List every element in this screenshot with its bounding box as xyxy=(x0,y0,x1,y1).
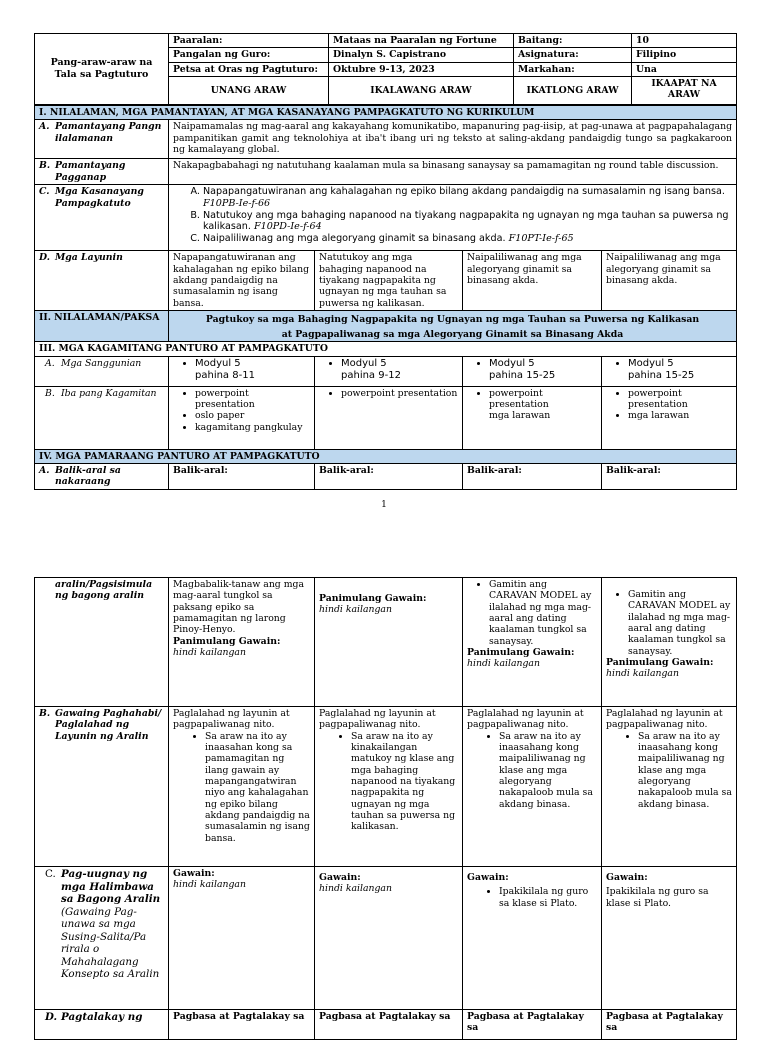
kagamitan-text: powerpoint presentation xyxy=(489,387,549,410)
page-number: 1 xyxy=(381,500,387,510)
section-4a-label-cont-text: aralin/Pagsisimula ng bagong aralin xyxy=(55,579,153,602)
panimulang-gawain-label: Panimulang Gawain: xyxy=(173,635,281,647)
section-3a-key: A. xyxy=(45,357,55,369)
markahan-label: Markahan: xyxy=(514,62,632,76)
sanggunian-day-4 xyxy=(602,356,737,386)
section-4-title: IV. MGA PAMARAANG PANTURO AT PAMPAGKATUTO xyxy=(35,449,737,463)
modyul-text: Modyul 5 xyxy=(341,357,387,369)
modyul-text: Modyul 5 xyxy=(628,357,674,369)
sanggunian-day-1 xyxy=(169,356,315,386)
panimulang-gawain-label: Panimulang Gawain: xyxy=(319,593,427,604)
section-4a-label-cont xyxy=(35,578,169,707)
pahina-text: pahina 8-11 xyxy=(195,369,255,381)
layunin-list xyxy=(467,731,597,810)
lesson-plan-table-page-1 xyxy=(34,33,737,105)
kasanayan-code: F10PD-Ie-f-64 xyxy=(253,221,322,233)
kagamitan-day-2 xyxy=(315,386,463,449)
kasanayan-list xyxy=(173,186,732,245)
section-c-label-italic: (Gawaing Pag-unawa sa mga Susing-Salita/Pa rirala o Mahahalagang Konsepto sa Aralin xyxy=(61,905,160,981)
section-1b-label-text: Pamantayang Pagganap xyxy=(55,160,126,183)
modyul-text: Modyul 5 xyxy=(489,357,535,369)
baitang-label: Baitang: xyxy=(514,34,632,48)
section-b-label-text: Gawaing Paghahabi/ Paglalahad ng Layunin ng Aralin xyxy=(55,708,162,742)
paglalahad-text: Paglalahad ng layunin at pagpapaliwanag nito. xyxy=(606,708,723,731)
layunin-item: • Sa araw na ito ay inaasahang kong maipaliliwanag ng klase ang mga alegoryang nakapaloob mula sa akdang binasa. xyxy=(499,731,597,810)
kasanayan-text: Naipaliliwanag ang mga alegoryang ginamit sa binasang akda. xyxy=(203,233,506,245)
gawain-value: hindi kailangan xyxy=(319,883,392,895)
sanggunian-day-3 xyxy=(463,356,602,386)
section-2-topic xyxy=(169,311,737,342)
panimulang-gawain-value: hindi kailangan xyxy=(606,668,679,680)
kasanayan-text: Natutukoy ang mga bahaging napanood na tiyakang nagpapakita ng ugnayan ng mga tauhan sa puwersa ng kalikasan. xyxy=(203,209,729,233)
section-1c-label xyxy=(35,185,169,251)
section-4a-label xyxy=(35,463,169,489)
kagamitan-item xyxy=(489,388,597,422)
page-two xyxy=(34,577,736,1040)
pag-uugnay-day-1 xyxy=(169,867,315,1010)
layunin-item: • Sa araw na ito ay kinakailangan matukoy ng klase ang mga bahaging napanood na tiyakang nagpapakita ng ugnayan ng mga tauhan sa puwersa ng kalikasan. xyxy=(351,731,458,833)
section-b-key: B. xyxy=(39,708,51,719)
caravan-item: • Gamitin ang CARAVAN MODEL ay ilalahad ng mga mag-aaral ang dating kaalaman tungkol sa sanaysay. xyxy=(628,589,732,657)
kasanayan-code: F10PB-Ie-f-66 xyxy=(203,198,271,210)
sanggunian-list xyxy=(319,358,458,382)
section-2-title: II. NILALAMAN/PAKSA xyxy=(35,311,169,342)
pag-uugnay-day-3 xyxy=(463,867,602,1010)
kasanayan-code: F10PT-Ie-f-65 xyxy=(508,233,574,245)
sanggunian-item xyxy=(195,358,310,382)
guro-value: Dinalyn S. Capistrano xyxy=(329,48,514,62)
pamantayang-pagganap-text: Nakapagbabahagi ng natutuhang kaalaman mula sa binasang sanaysay sa pamamagitan ng round table discussion. xyxy=(169,159,737,185)
kagamitan-day-1 xyxy=(169,386,315,449)
section-3b-label-text: Iba pang Kagamitan xyxy=(61,387,157,399)
gawain-label: Gawain: xyxy=(467,872,509,883)
section-c-label xyxy=(35,867,169,1010)
paglalahad-text: Paglalahad ng layunin at pagpapaliwanag nito. xyxy=(319,708,436,731)
petsa-label: Petsa at Oras ng Pagtuturo: xyxy=(169,62,329,76)
balik-aral-day-1: Balik-aral: xyxy=(169,463,315,489)
balik-aral-content-day-1 xyxy=(169,578,315,707)
panimulang-gawain-value: hindi kailangan xyxy=(173,646,246,658)
section-3b-key: B. xyxy=(45,387,55,399)
section-d-label xyxy=(35,1010,169,1040)
topic-line-2: at Pagpapaliwanag sa mga Alegoryang Ginamit sa Binasang Akda xyxy=(281,328,624,340)
section-3a-label xyxy=(35,356,169,386)
panimulang-gawain-label: Panimulang Gawain: xyxy=(467,646,575,658)
section-c-label-bold: Pag-uugnay ng mga Halimbawa sa Bagong Aralin xyxy=(61,868,161,906)
pahina-text: pahina 15-25 xyxy=(628,369,695,381)
asignatura-label: Asignatura: xyxy=(514,48,632,62)
pahina-text: pahina 9-12 xyxy=(341,369,401,381)
layunin-item: • Sa araw na ito ay inaasahan kong sa pamamagitan ng ilang gawain ay mapangangatwiran niyo ang kahalagahan ng epiko bilang akdang pandaigdig na sumasalamin ng isang bansa. xyxy=(205,731,310,844)
balik-aral-day-2: Balik-aral: xyxy=(315,463,463,489)
paaralan-label: Paaralan: xyxy=(169,34,329,48)
kasanayan-item xyxy=(203,233,732,245)
gawain-list xyxy=(467,886,597,909)
lesson-plan-table-page-2 xyxy=(34,577,737,1040)
section-b-label xyxy=(35,707,169,867)
section-1b-label xyxy=(35,159,169,185)
panimulang-gawain-value: hindi kailangan xyxy=(319,604,392,616)
layunin-day-1: Napapangatuwiranan ang kahalagahan ng epiko bilang akdang pandaigdig na sumasalamin ng isang bansa. xyxy=(169,251,315,311)
kagamitan-list xyxy=(319,388,458,399)
sanggunian-list xyxy=(173,358,310,382)
page-one xyxy=(34,33,736,490)
sanggunian-list xyxy=(467,358,597,382)
gawain-item: • Ipakikilala ng guro sa klase si Plato. xyxy=(499,886,597,909)
balik-aral-text: Magbabalik-tanaw ang mga mag-aaral tungkol sa paksang epiko sa pamamagitan ng larong Pinoy-Henyo. xyxy=(173,579,305,636)
kasanayan-list-cell xyxy=(169,185,737,251)
section-d-label-text: Pagtalakay ng xyxy=(61,1011,143,1023)
kasanayan-text: Napapangatuwiranan ang kahalagahan ng epiko bilang akdang pandaigdig na sumasalamin ng isang bansa. xyxy=(203,186,725,198)
pagbasa-day-4: Pagbasa at Pagtalakay sa xyxy=(602,1010,737,1040)
balik-aral-content-day-2 xyxy=(315,578,463,707)
layunin-day-2: Natutukoy ang mga bahaging napanood na tiyakang nagpapakita ng ugnayan ng mga tauhan sa puwersa ng kalikasan. xyxy=(315,251,463,311)
topic-line-1: Pagtukoy sa mga Bahaging Nagpapakita ng Ugnayan ng mga Tauhan sa Puwersa ng Kalikasan xyxy=(205,314,700,326)
section-1a-label xyxy=(35,120,169,159)
guro-label: Pangalan ng Guro: xyxy=(169,48,329,62)
pag-uugnay-day-2 xyxy=(315,867,463,1010)
panimulang-gawain-value: hindi kailangan xyxy=(467,658,540,670)
day-2-header: IKALAWANG ARAW xyxy=(329,76,514,104)
balik-aral-day-3: Balik-aral: xyxy=(463,463,602,489)
sanggunian-item xyxy=(628,358,732,382)
balik-aral-content-day-4 xyxy=(602,578,737,707)
layunin-list xyxy=(173,731,310,844)
caravan-list xyxy=(467,579,597,647)
kagamitan-extra: mga larawan xyxy=(489,410,551,422)
kasanayan-item xyxy=(203,186,732,209)
section-1-title: I. NILALAMAN, MGA PAMANTAYAN, AT MGA KASANAYANG PAMPAGKATUTO NG KURIKULUM xyxy=(35,105,737,119)
day-4-header: IKAAPAT NA ARAW xyxy=(632,76,737,104)
gawain-value: hindi kailangan xyxy=(173,879,246,891)
pagbasa-day-2: Pagbasa at Pagtalakay sa xyxy=(315,1010,463,1040)
caravan-item: • Gamitin ang CARAVAN MODEL ay ilalahad ng mga mag-aaral ang dating kaalaman tungkol sa sanaysay. xyxy=(489,579,597,647)
kagamitan-item: • powerpoint presentation xyxy=(628,388,732,411)
layunin-list xyxy=(606,731,732,810)
section-1d-key: D. xyxy=(39,252,50,264)
paglalahad-day-1 xyxy=(169,707,315,867)
day-3-header: IKATLONG ARAW xyxy=(514,76,632,104)
kagamitan-item: • powerpoint presentation xyxy=(341,388,458,399)
paglalahad-day-2 xyxy=(315,707,463,867)
section-1a-key: A. xyxy=(39,121,50,133)
panimulang-gawain-label: Panimulang Gawain: xyxy=(606,656,714,668)
modyul-text: Modyul 5 xyxy=(195,357,241,369)
section-3a-label-text: Mga Sanggunian xyxy=(61,357,142,369)
doc-title: Pang-araw-araw na Tala sa Pagtuturo xyxy=(35,34,169,105)
kagamitan-item: • oslo paper xyxy=(195,410,310,421)
paglalahad-day-3 xyxy=(463,707,602,867)
kagamitan-day-4 xyxy=(602,386,737,449)
caravan-list xyxy=(606,589,732,657)
paglalahad-text: Paglalahad ng layunin at pagpapaliwanag nito. xyxy=(173,708,290,731)
paglalahad-text: Paglalahad ng layunin at pagpapaliwanag nito. xyxy=(467,708,584,731)
baitang-value: 10 xyxy=(632,34,737,48)
section-1d-label-text: Mga Layunin xyxy=(55,252,123,264)
section-1a-label-text: Pamantayang Pangnilalamanan xyxy=(55,121,162,144)
paaralan-value: Mataas na Paaralan ng Fortune xyxy=(329,34,514,48)
kagamitan-item: • powerpoint presentation xyxy=(195,388,310,411)
balik-aral-content-day-3 xyxy=(463,578,602,707)
gawain-label: Gawain: xyxy=(173,868,215,879)
pag-uugnay-day-4 xyxy=(602,867,737,1010)
sanggunian-day-2 xyxy=(315,356,463,386)
kagamitan-day-3 xyxy=(463,386,602,449)
gawain-label: Gawain: xyxy=(319,872,361,883)
layunin-day-4: Naipaliliwanag ang mga alegoryang ginamit sa binasang akda. xyxy=(602,251,737,311)
section-3b-label xyxy=(35,386,169,449)
layunin-list xyxy=(319,731,458,833)
kagamitan-item: • mga larawan xyxy=(628,410,732,421)
section-1c-label-text: Mga Kasanayang Pampagkatuto xyxy=(55,186,144,209)
kagamitan-list xyxy=(173,388,310,433)
layunin-day-3: Naipaliliwanag ang mga alegoryang ginamit sa binasang akda. xyxy=(463,251,602,311)
kasanayan-item xyxy=(203,210,732,233)
section-4a-label-text: Balik-aral sa nakaraang xyxy=(55,464,121,488)
kagamitan-item: • kagamitang pangkulay xyxy=(195,422,310,433)
layunin-item: • Sa araw na ito ay inaasahang kong maipaliliwanag ng klase ang mga alegoryang nakapaloob mula sa akdang binasa. xyxy=(638,731,732,810)
balik-aral-day-4: Balik-aral: xyxy=(602,463,737,489)
section-4a-key: A. xyxy=(39,464,50,476)
sanggunian-list xyxy=(606,358,732,382)
gawain-text: Ipakikilala ng guro sa klase si Plato. xyxy=(606,886,709,909)
sanggunian-item xyxy=(341,358,458,382)
section-1c-key: C. xyxy=(39,186,50,198)
gawain-label: Gawain: xyxy=(606,872,648,883)
section-1b-key: B. xyxy=(39,160,51,172)
day-1-header: UNANG ARAW xyxy=(169,76,329,104)
section-3-title: III. MGA KAGAMITANG PANTURO AT PAMPAGKATUTO xyxy=(35,342,737,356)
paglalahad-day-4 xyxy=(602,707,737,867)
pamantayang-pangnilalaman-text: Naipamamalas ng mag-aaral ang kakayahang komunikatibo, mapanuring pag-iisip, at pag-unawa at pagpapahalagang pampanitikan gamit ang teknolohiya at iba't ibang uri ng teksto at saling-akdang pandaigdig tungo sa pagkakaroon ng kamalayang global. xyxy=(169,120,737,159)
asignatura-value: Filipino xyxy=(632,48,737,62)
section-d-key: D. xyxy=(45,1011,58,1023)
pahina-text: pahina 15-25 xyxy=(489,369,556,381)
kagamitan-list xyxy=(467,388,597,422)
section-1d-label xyxy=(35,251,169,311)
section-c-key: C. xyxy=(45,868,56,880)
pagbasa-day-1: Pagbasa at Pagtalakay sa xyxy=(169,1010,315,1040)
petsa-value: Oktubre 9-13, 2023 xyxy=(329,62,514,76)
sanggunian-item xyxy=(489,358,597,382)
pagbasa-day-3: Pagbasa at Pagtalakay sa xyxy=(463,1010,602,1040)
markahan-value: Una xyxy=(632,62,737,76)
kagamitan-list xyxy=(606,388,732,422)
curriculum-section-table xyxy=(34,105,737,490)
